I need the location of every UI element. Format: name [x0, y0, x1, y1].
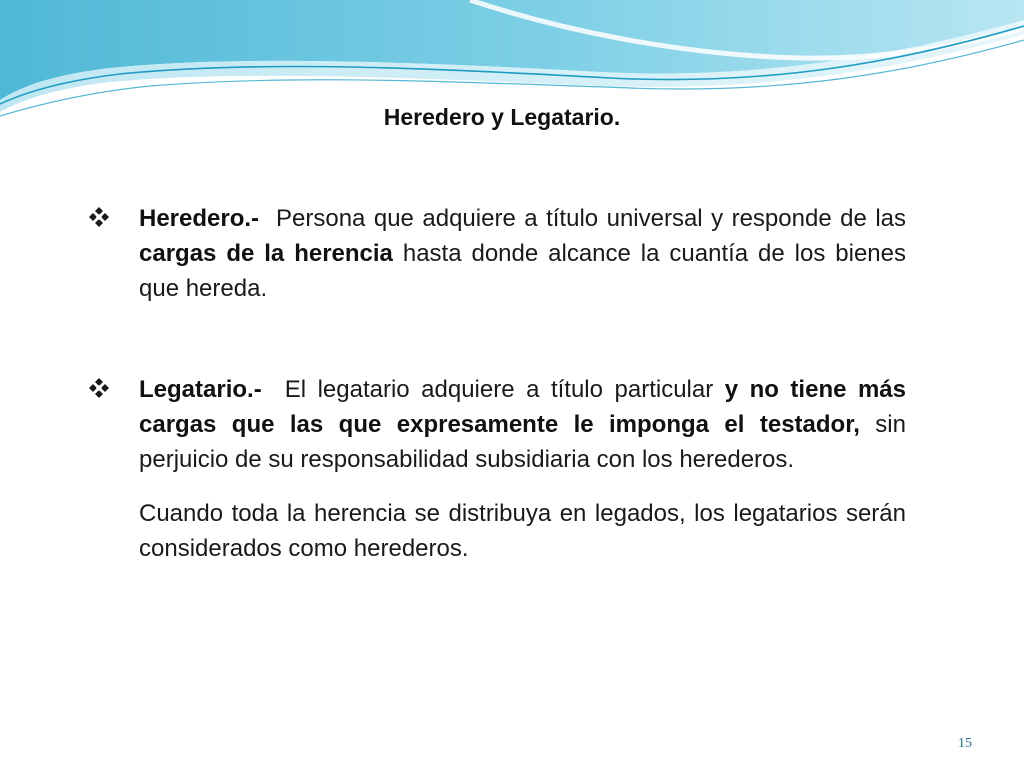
heredero-bold-phrase: cargas de la herencia: [139, 240, 393, 267]
heredero-text-2: hasta donde alcance la cuantía de los bienes que hereda.: [139, 240, 906, 302]
page-number: 15: [958, 736, 972, 751]
bullet-item-legatario: [88, 372, 906, 566]
heredero-text-1: Persona que adquiere a título universal y responde de las: [276, 205, 906, 232]
legatario-text-2: sin perjuicio de su responsabilidad subsidiaria con los herederos.: [139, 411, 906, 473]
four-diamond-bullet-icon: [88, 206, 110, 228]
legatario-extra-paragraph: Cuando toda la herencia se distribuya en legados, los legatarios serán considerados como herederos.: [139, 500, 906, 562]
term-spacer: [262, 376, 285, 403]
bullet-item-heredero: [88, 201, 906, 306]
legatario-text-1: El legatario adquiere a título particular: [284, 376, 725, 403]
legatario-definition: [139, 372, 906, 477]
term-spacer: [259, 205, 276, 232]
heredero-definition: [139, 201, 906, 306]
legatario-bold-phrase: y no tiene más cargas que las que expresamente le imponga el testador,: [139, 376, 907, 438]
term-heredero: Heredero.-: [139, 205, 260, 232]
term-legatario: Legatario.-: [139, 376, 262, 403]
slide-title: Heredero y Legatario.: [383, 104, 621, 130]
four-diamond-bullet-icon: [88, 377, 110, 399]
